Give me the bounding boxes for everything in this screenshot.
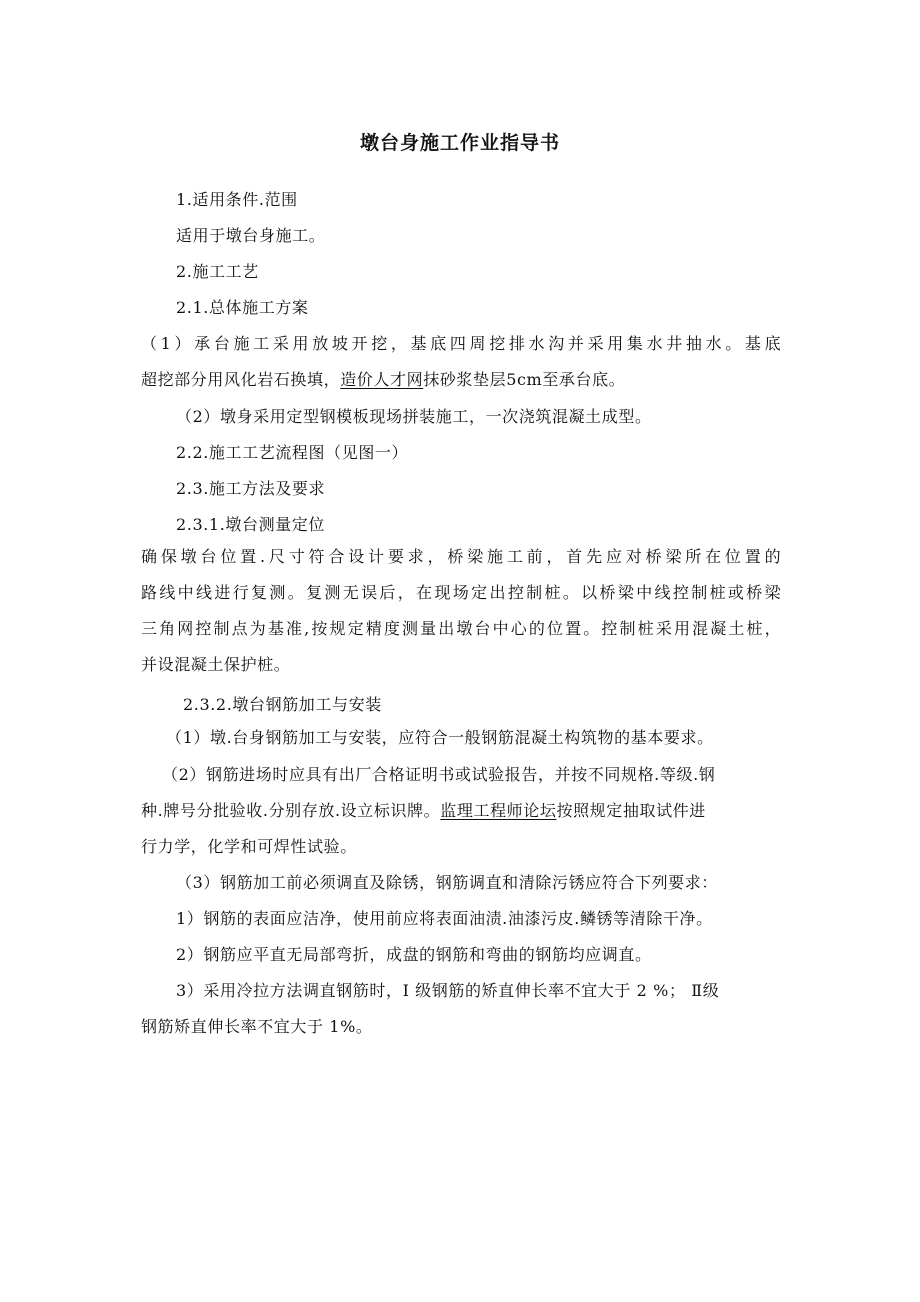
section-2-3-2-heading: 2.3.2.墩台钢筋加工与安装 [183,695,382,714]
survey-line-2: 路线中线进行复测。复测无误后，在现场定出控制桩。以桥梁中线控制桩或桥梁 [141,583,781,602]
rebar-item-2-text-a: 种.牌号分批验收.分别存放.设立标识牌。 [141,801,441,820]
paragraph-2: （2）墩身采用定型钢模板现场拼装施工，一次浇筑混凝土成型。 [176,407,652,426]
cost-talent-link[interactable]: 造价人才网 [340,370,424,389]
rebar-item-2-line-3: 行力学，化学和可焊性试验。 [141,837,357,856]
paragraph-1-text-a: 超挖部分用风化岩石换填， [141,370,341,389]
section-2-3-1-heading: 2.3.1.墩台测量定位 [176,515,325,534]
survey-line-3: 三角网控制点为基准,按规定精度测量出墩台中心的位置。控制桩采用混凝土桩， [141,619,781,638]
supervisor-forum-link[interactable]: 监理工程师论坛 [440,801,557,820]
rebar-item-3: （3）钢筋加工前必须调直及除锈，钢筋调直和清除污锈应符合下列要求： [176,873,718,892]
document-title: 墩台身施工作业指导书 [359,132,560,154]
rebar-item-2-text-b: 按照规定抽取试件进 [556,801,706,820]
section-2-heading: 2.施工工艺 [176,262,259,281]
sub-item-3-line-1: 3）采用冷拉方法调直钢筋时，Ⅰ 级钢筋的矫直伸长率不宜大于 2 %； Ⅱ级 [176,981,720,1000]
paragraph-1-line-1: （1）承台施工采用放坡开挖，基底四周挖排水沟并采用集水井抽水。基底 [141,334,781,353]
section-2-2-heading: 2.2.施工工艺流程图（见图一） [176,443,409,462]
section-2-1-heading: 2.1.总体施工方案 [176,298,309,317]
paragraph-1-text-b: 抹砂浆垫层5cm至承台底。 [423,370,626,389]
paragraph-1-line-2 [141,370,625,390]
section-1-heading: 1.适用条件.范围 [176,190,298,209]
sub-item-2: 2）钢筋应平直无局部弯折，成盘的钢筋和弯曲的钢筋均应调直。 [176,945,652,964]
survey-line-4: 并设混凝土保护桩。 [141,655,291,674]
rebar-item-1: （1）墩.台身钢筋加工与安装，应符合一般钢筋混凝土构筑物的基本要求。 [166,728,714,747]
section-1-body: 适用于墩台身施工。 [176,226,326,245]
survey-line-1: 确保墩台位置.尺寸符合设计要求，桥梁施工前，首先应对桥梁所在位置的 [141,547,781,566]
rebar-item-2-line-1: （2）钢筋进场时应具有出厂合格证明书或试验报告，并按不同规格.等级.钢 [162,765,716,784]
sub-item-3-line-2: 钢筋矫直伸长率不宜大于 1%。 [141,1017,373,1036]
sub-item-1: 1）钢筋的表面应洁净，使用前应将表面油渍.油漆污皮.鳞锈等清除干净。 [176,909,713,928]
rebar-item-2-line-2 [141,801,706,821]
section-2-3-heading: 2.3.施工方法及要求 [176,479,326,498]
